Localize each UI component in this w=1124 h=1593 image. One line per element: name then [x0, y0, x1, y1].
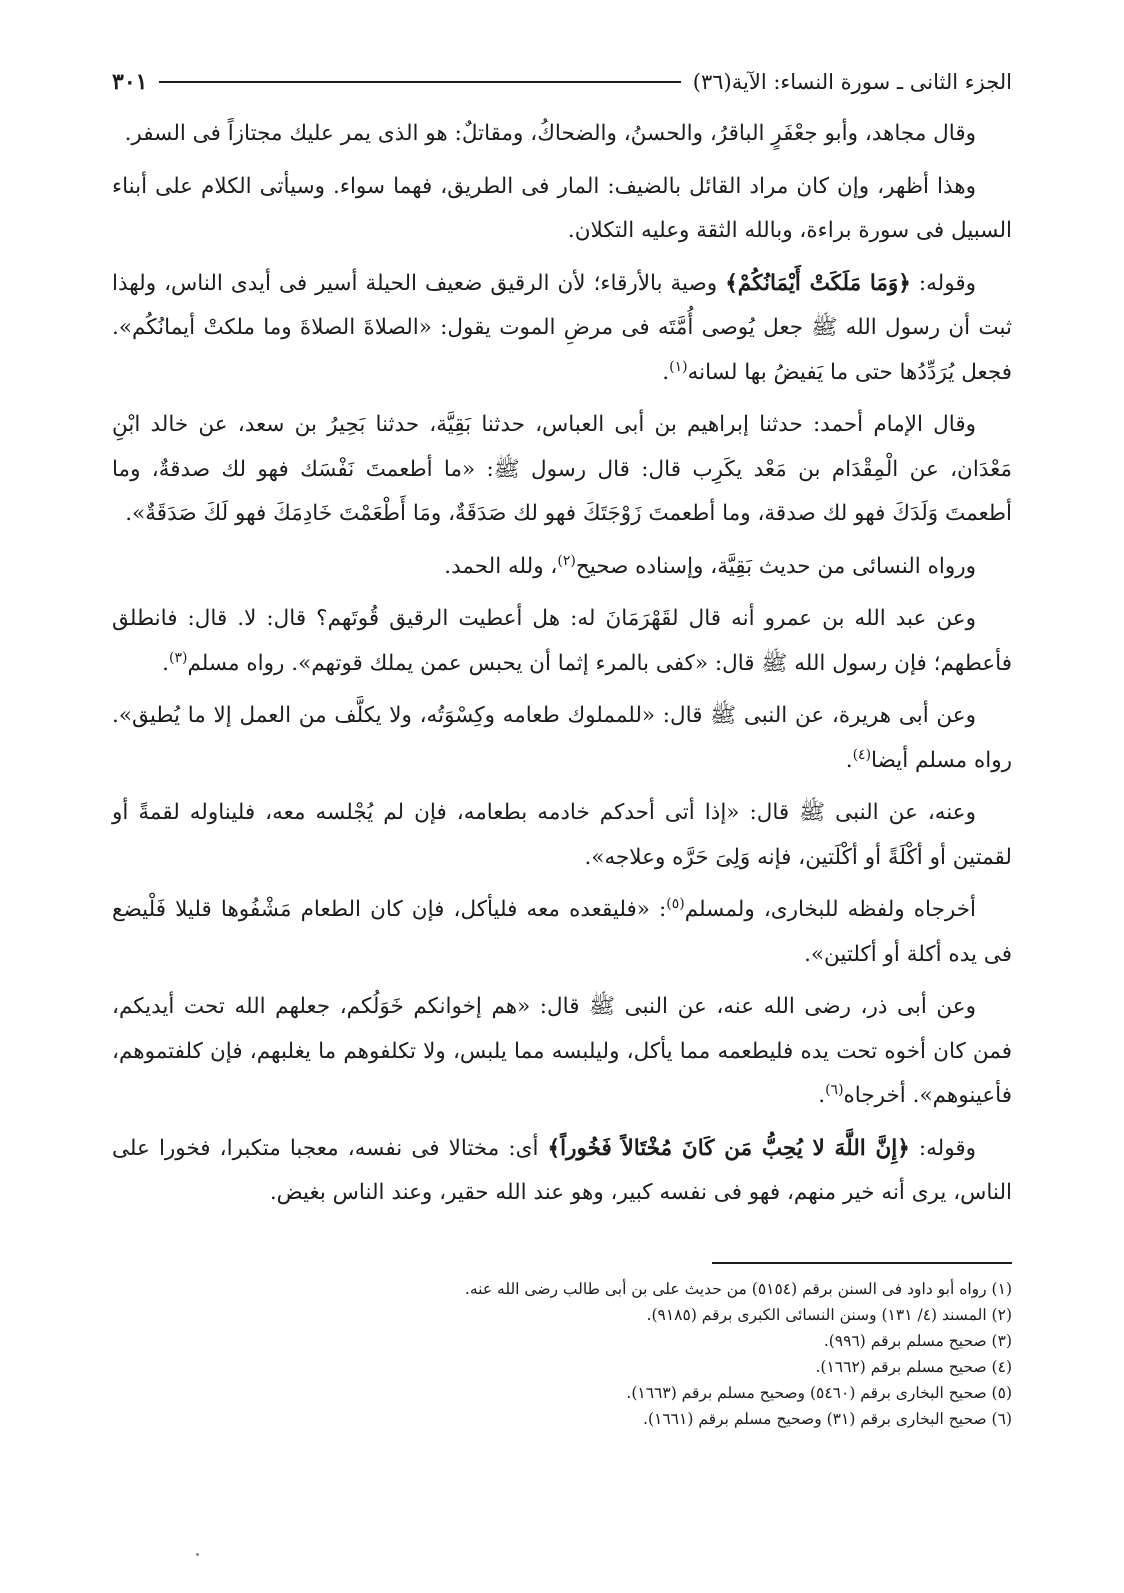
- footnote-3: (٣) صحيح مسلم برقم (٩٩٦).: [823, 1332, 1012, 1350]
- paragraph-3: [112, 262, 1012, 396]
- paragraph-text: ورواه النسائى من حديث بَقِيَّة، وإسناده صحيح: [575, 553, 976, 579]
- page-number: ٣٠١: [112, 69, 148, 95]
- footnote-ref: (٣): [168, 649, 188, 666]
- paragraph-4: [112, 403, 1012, 537]
- scan-speck: [196, 1553, 199, 1556]
- footnote-ref: (٢): [557, 552, 576, 569]
- paragraph-text: وعنه، عن النبى ﷺ قال: «إذا أتى أحدكم خادمه بطعامه، فإن لم يُجْلسه معه، فليناوله لقمةً أو لقمتين أو أكْلَةً أو أكْلَتين، فإنه وَلِىَ حَرَّه وعلاجه».: [112, 800, 1012, 870]
- footnote-2: (٢) المسند (٤/ ١٣١) وسنن النسائى الكبرى برقم (٩١٨٥).: [646, 1306, 1012, 1324]
- paragraph-1: [112, 112, 1012, 157]
- footnote-1: (١) رواه أبو داود فى السنن برقم (٥١٥٤) من حديث على بن أبى طالب رضى الله عنه.: [464, 1280, 1012, 1298]
- footnotes: [112, 1276, 1012, 1432]
- footnote-ref: (٥): [666, 895, 685, 912]
- paragraph-text: : «فليقعده معه فليأكل، فإن كان الطعام مَشْفُوها قليلا فَلْيضع فى يده أكلة أو أكلتين».: [112, 897, 1012, 967]
- footnote-5: (٥) صحيح البخارى برقم (٥٤٦٠) وصحيح مسلم برقم (١٦٦٣).: [626, 1384, 1012, 1402]
- paragraph-text: وعن أبى هريرة، عن النبى ﷺ قال: «للمملوك طعامه وكِسْوَتُه، ولا يكلَّف من العمل إلا ما يُطيق». رواه مسلم أيضا: [112, 703, 1012, 773]
- paragraph-text: وعن عبد الله بن عمرو أنه قال لقَهْرَمَانَ له: هل أعطيت الرقيق قُوتَهم؟ قال: لا. قال: فانطلق فأعطهم؛ فإن رسول الله ﷺ قال: «كفى بالمرء إثما أن يحبس عمن يملك قوتهم». رواه مسلم: [112, 606, 1012, 676]
- running-title: الجزء الثانى ـ سورة النساء: الآية(٣٦): [692, 70, 1012, 94]
- paragraph-10: [112, 985, 1012, 1119]
- footnote-ref: (٦): [825, 1081, 844, 1098]
- paragraph-text: أخرجاه ولفظه للبخارى، ولمسلم: [684, 897, 976, 922]
- paragraph-5: [112, 545, 1012, 590]
- paragraph-text: أى: مختالا فى نفسه، معجبا متكبرا، فخورا على الناس، يرى أنه خير منهم، فهو فى نفسه كبير، وهو عند الله حقير، وعند الناس بغيض.: [112, 1135, 1012, 1205]
- paragraph-text: .: [162, 650, 169, 676]
- paragraph-text: وهذا أظهر، وإن كان مراد القائل بالضيف: المار فى الطريق، فهما سواء. وسيأتى الكلام على أبناء السبيل فى سورة براءة، وبالله الثقة وعليه التكلان.: [112, 173, 1012, 243]
- paragraph-8: [112, 791, 1012, 880]
- paragraph-text: .: [845, 747, 853, 773]
- paragraph-text: ، ولله الحمد.: [444, 553, 558, 579]
- footnote-ref: (٤): [852, 746, 872, 763]
- main-text: [112, 112, 1012, 1224]
- paragraph-text: وصية بالأرقاء؛ لأن الرقيق ضعيف الحيلة أسير فى أيدى الناس، ولهذا ثبت أن رسول الله ﷺ جعل يُوصى أُمَّتَه فى مرضِ الموت يقول: «الصلاةَ الصلاةَ وما ملكتْ أيمانُكُم». فجعل يُرَدِّدُها حتى ما يَفيضُ بها لسانه: [112, 270, 1012, 385]
- paragraph-text: وقال مجاهد، وأبو جعْفَرٍ الباقرُ، والحسنُ، والضحاكُ، ومقاتلٌ: هو الذى يمر عليك مجتازاً فى السفر.: [124, 121, 976, 146]
- quran-quote: ﴿وَمَا مَلَكَتْ أَيْمَانُكُمْ﴾: [725, 270, 911, 296]
- paragraph-9: [112, 888, 1012, 977]
- paragraph-text: وقوله:: [910, 270, 976, 296]
- paragraph-7: [112, 694, 1012, 783]
- paragraph-2: [112, 165, 1012, 254]
- page-header: [112, 62, 1012, 102]
- paragraph-text: .: [662, 359, 670, 385]
- paragraph-text: وقوله:: [909, 1135, 976, 1161]
- footnote-ref: (١): [669, 358, 688, 375]
- footnote-separator: [712, 1262, 1012, 1264]
- paragraph-text: وعن أبى ذر، رضى الله عنه، عن النبى ﷺ قال: «هم إخوانكم خَوَلُكم، جعلهم الله تحت أيديكم، فمن كان أخوه تحت يده فليطعمه مما يأكل، وليلبسه مما يلبس، ولا تكلفوهم ما يغلبهم، فإن كلفتموهم، فأعينوهم». أخرجاه: [112, 994, 1012, 1108]
- paragraph-11: [112, 1127, 1012, 1216]
- footnote-4: (٤) صحيح مسلم برقم (١٦٦٢).: [815, 1358, 1012, 1376]
- quran-quote: ﴿إِنَّ اللَّهَ لا يُحِبُّ مَن كَانَ مُخْتَالاً فَخُوراً﴾: [547, 1135, 910, 1161]
- paragraph-6: [112, 597, 1012, 686]
- paragraph-text: وقال الإمام أحمد: حدثنا إبراهيم بن أبى العباس، حدثنا بَقِيَّة، حدثنا بَحِيرُ بن سعد، عن خالد ابْنِ مَعْدَان، عن الْمِقْدَام بن مَعْد يكَرِب قال: قال رسول ﷺ: «ما أطعمتَ نَفْسَك فهو لك صدقةٌ، وما أطعمتَ وَلَدَكَ فهو لك صدقة، وما أطعمتَ زَوْجَتَكَ فهو لك صَدَقَةٌ، ومَا أَطْعَمْتَ خَادِمَكَ فهو لَكَ صَدَقَةٌ».: [112, 412, 1012, 526]
- paragraph-text: .: [818, 1083, 826, 1108]
- header-rule: [159, 81, 680, 83]
- footnote-6: (٦) صحيح البخارى برقم (٣١) وصحيح مسلم برقم (١٦٦١).: [643, 1410, 1012, 1428]
